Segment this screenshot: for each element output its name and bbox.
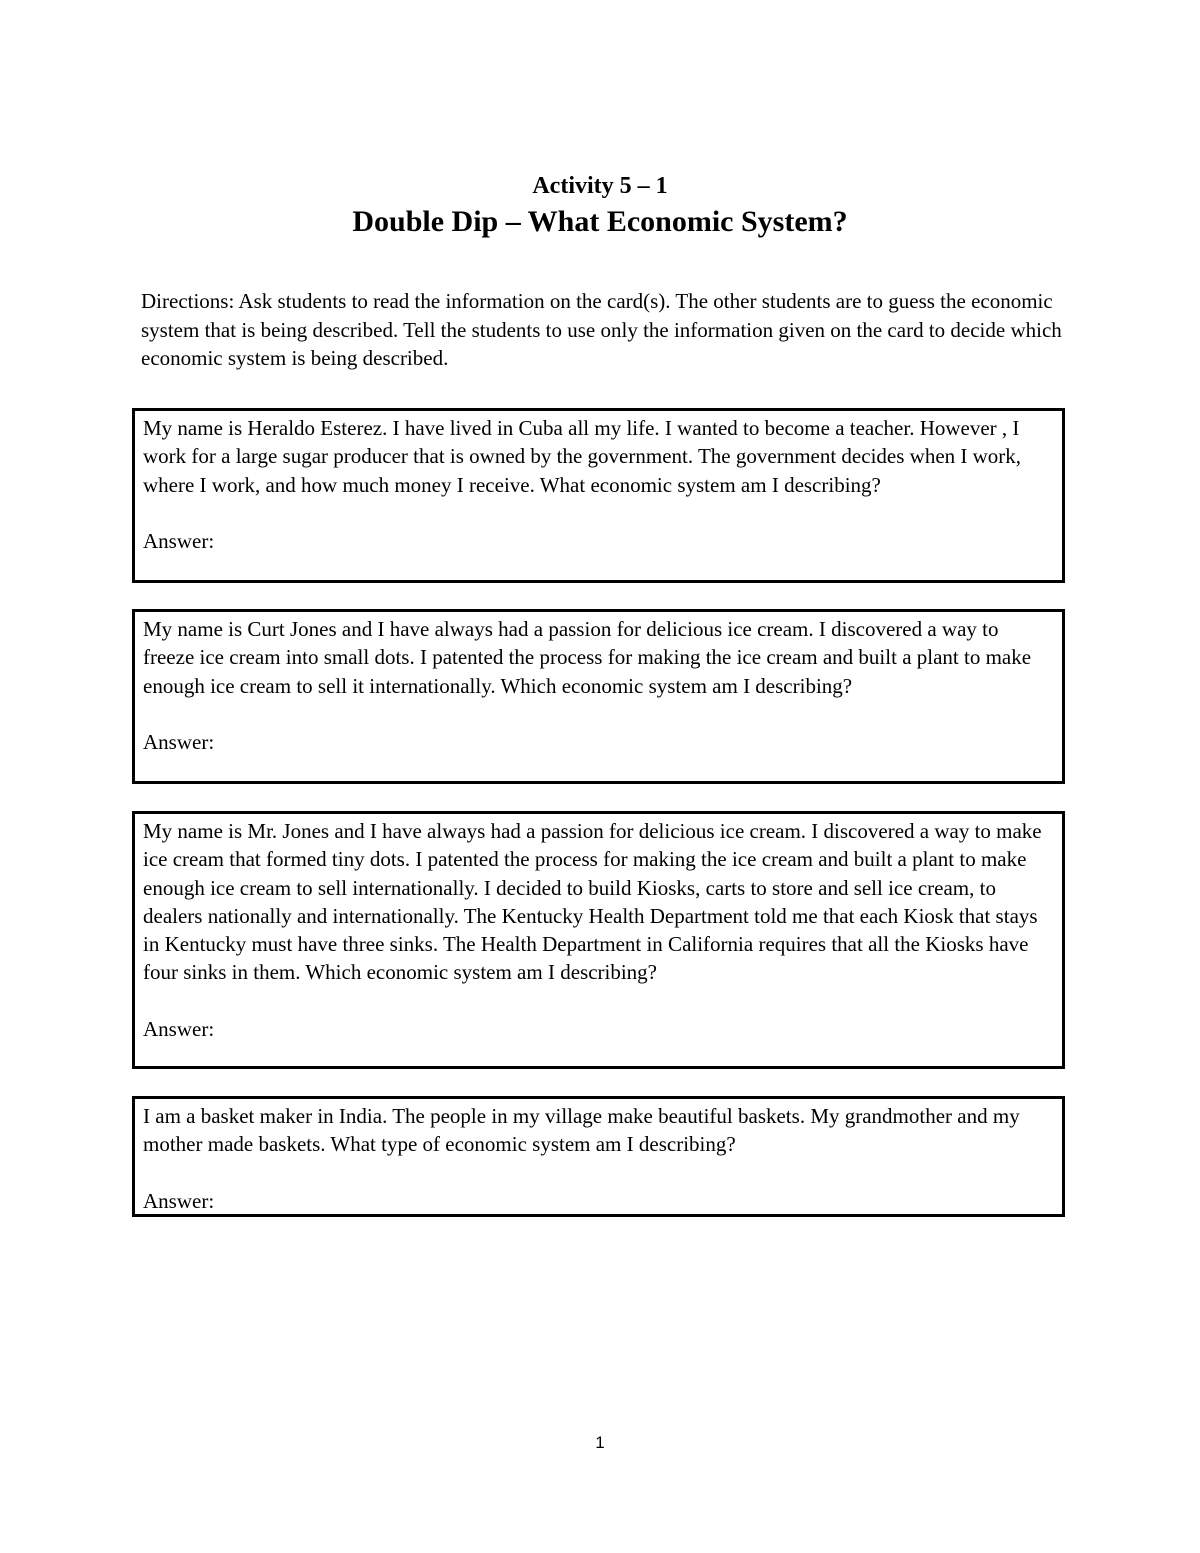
answer-label: Answer: bbox=[143, 528, 215, 553]
page-title: Double Dip – What Economic System? bbox=[352, 205, 848, 238]
question-card-basket-maker bbox=[132, 1096, 1065, 1217]
page-number: 1 bbox=[595, 1433, 605, 1452]
answer-label: Answer: bbox=[143, 729, 215, 754]
activity-label: Activity 5 – 1 bbox=[532, 173, 668, 199]
question-card-curt-jones bbox=[132, 609, 1065, 784]
card-text: My name is Mr. Jones and I have always had a passion for delicious ice cream. I discovered a way to make ice cream that formed tiny dots. I patented the process for making the ice cream and built a plant to make enough ice cream to sell internationally. I decided to build Kiosks, carts to store and sell ice cream, to dealers nationally and internationally. The Kentucky Health Department told me that each Kiosk that stays in Kentucky must have three sinks. The Health Department in California requires that all the Kiosks have four sinks in them. Which economic system am I describing? bbox=[143, 819, 1042, 985]
question-card-cuba bbox=[132, 408, 1065, 583]
directions-paragraph: Directions: Ask students to read the information on the card(s). The other students are to guess the economic system that is being described. Tell the students to use only the information given on the card to decide which economic system is being described. bbox=[141, 289, 1062, 370]
question-card-mr-jones bbox=[132, 811, 1065, 1069]
answer-label: Answer: bbox=[143, 1188, 215, 1213]
card-text: My name is Heraldo Esterez. I have lived in Cuba all my life. I wanted to become a teacher. However , I work for a large sugar producer that is owned by the government. The government decides when I work, where I work, and how much money I receive. What economic system am I describing? bbox=[143, 416, 1022, 497]
answer-label: Answer: bbox=[143, 1016, 215, 1041]
card-text: My name is Curt Jones and I have always had a passion for delicious ice cream. I discovered a way to freeze ice cream into small dots. I patented the process for making the ice cream and built a plant to make enough ice cream to sell it internationally. Which economic system am I describing? bbox=[143, 617, 1032, 698]
card-text: I am a basket maker in India. The people in my village make beautiful baskets. My grandmother and my mother made baskets. What type of economic system am I describing? bbox=[143, 1104, 1020, 1157]
